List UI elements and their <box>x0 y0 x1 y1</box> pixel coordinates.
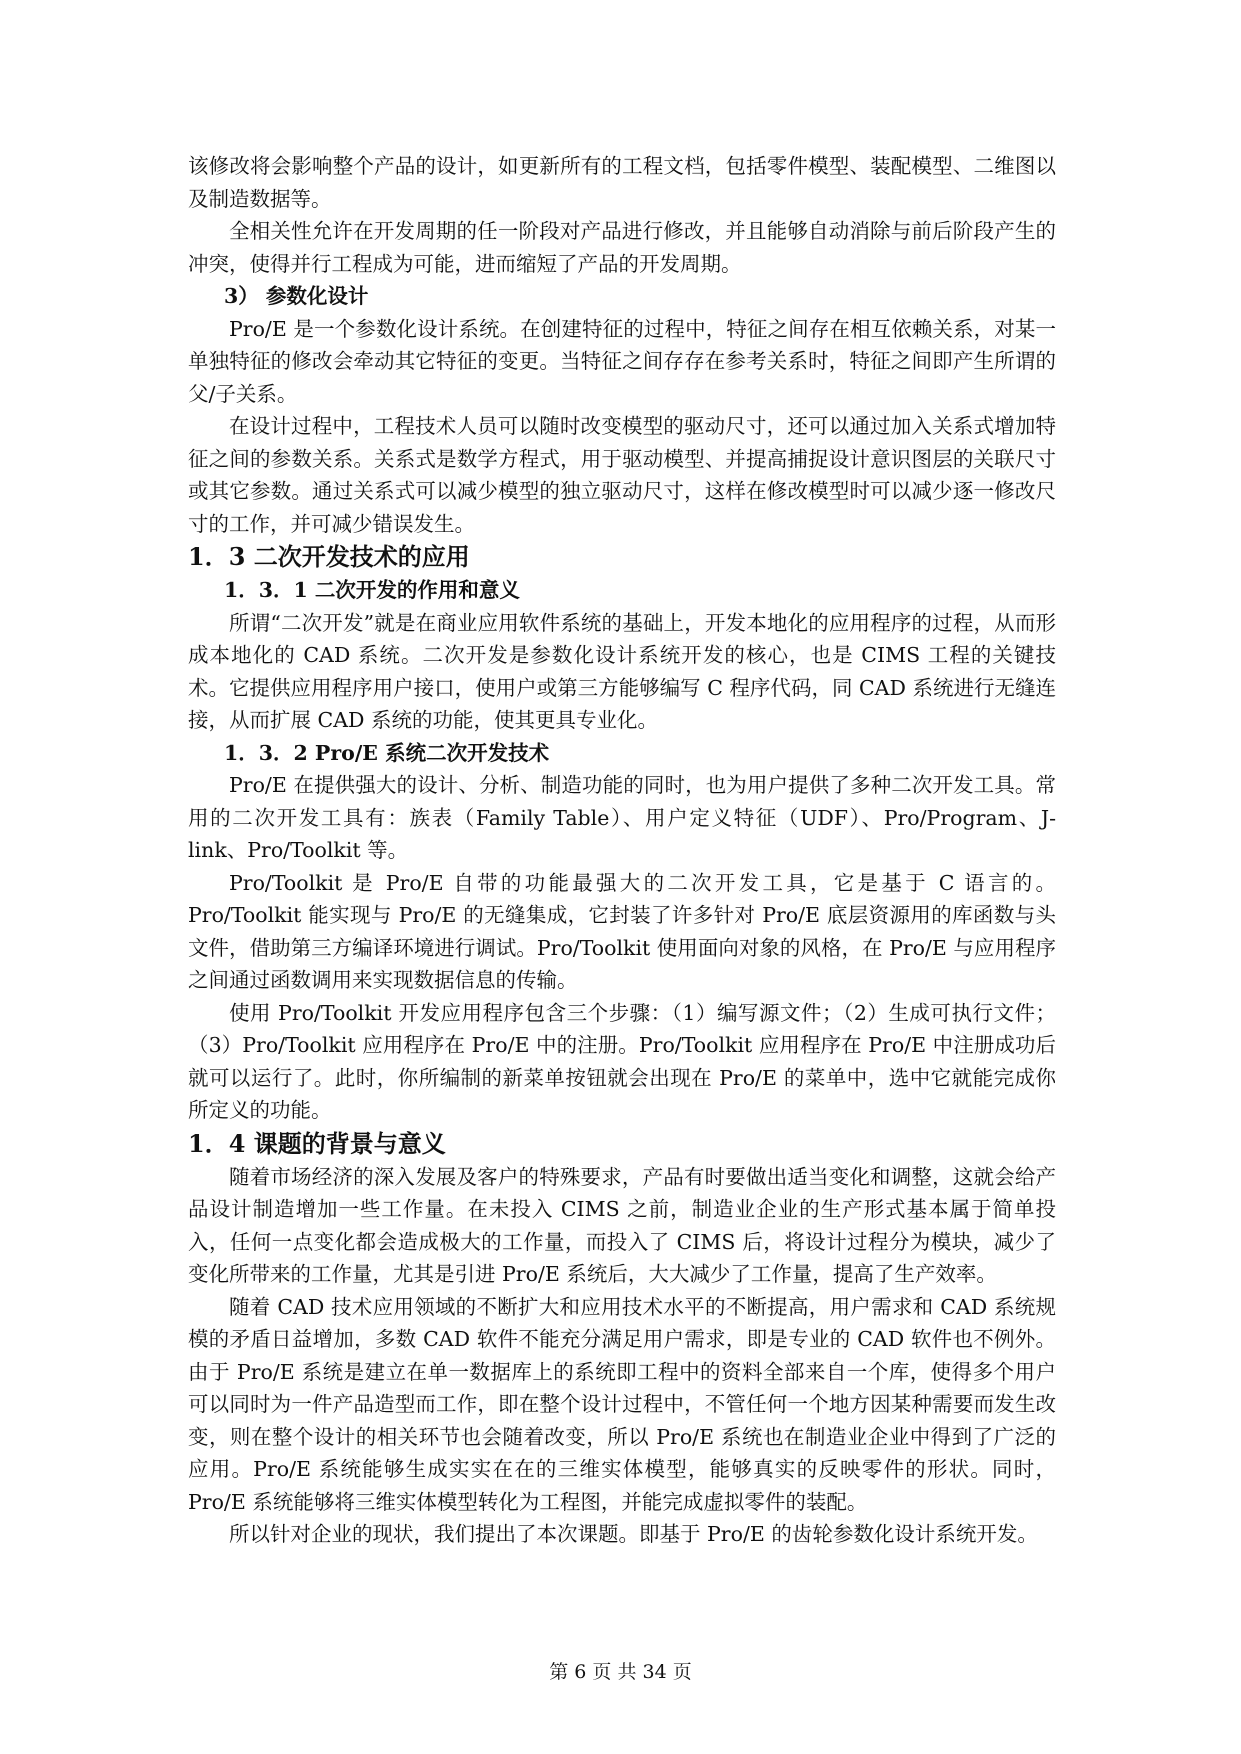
paragraph-secondary-dev-meaning: 所谓“二次开发”就是在商业应用软件系统的基础上，开发本地化的应用程序的过程，从而形成本地化的 CAD 系统。二次开发是参数化设计系统开发的核心，也是 CIMS 工程的关键技术。它提供应用程序用户接口，使用户或第三方能够编写 C 程序代码，同 CAD 系统进行无缝连接，从而扩展 CAD 系统的功能，使其更具专业化。 <box>188 610 1056 732</box>
paragraph-toolkit-steps: 使用 Pro/Toolkit 开发应用程序包含三个步骤：（1）编写源文件；（2）生成可执行文件；（3）Pro/Toolkit 应用程序在 Pro/E 中的注册。Pro/Toolkit 应用程序在 Pro/E 中注册成功后就可以运行了。此时，你所编制的新菜单按钮就会出现在 Pro/E 的菜单中，选中它就能完成你所定义的功能。 <box>188 1000 1056 1122</box>
paragraph-full-relevance: 全相关性允许在开发周期的任一阶段对产品进行修改，并且能够自动消除与前后阶段产生的冲突，使得并行工程成为可能，进而缩短了产品的开发周期。 <box>188 219 1056 276</box>
subsection-heading-1-3-2: 1．3．2 Pro/E 系统二次开发技术 <box>224 740 550 765</box>
subsection-heading-1-3-1: 1．3．1 二次开发的作用和意义 <box>224 578 520 602</box>
paragraph-cad-development: 随着 CAD 技术应用领域的不断扩大和应用技术水平的不断提高，用户需求和 CAD 系统规模的矛盾日益增加，多数 CAD 软件不能充分满足用户需求，即是专业的 CAD 软件也不例外。由于 Pro/E 系统是建立在单一数据库上的系统即工程中的资料全部来自一个库，使得多个用户可以同时为一件产品造型而工作，即在整个设计过程中，不管任何一个地方因某种需要而发生改变，则在整个设计的相关环节也会随着改变，所以 Pro/E 系统也在制造业企业中得到了广泛的应用。Pro/E 系统能够生成实实在在的三维实体模型，能够真实的反映零件的形状。同时，Pro/E 系统能够将三维实体模型转化为工程图，并能完成虚拟零件的装配。 <box>188 1294 1056 1514</box>
paragraph-toolkit: Pro/Toolkit 是 Pro/E 自带的功能最强大的二次开发工具，它是基于 C 语言的。Pro/Toolkit 能实现与 Pro/E 的无缝集成，它封装了许多针对 Pro/E 底层资源用的库函数与头文件，借助第三方编译环境进行调试。Pro/Toolkit 使用面向对象的风格，在 Pro/E 与应用程序之间通过函数调用来实现数据信息的传输。 <box>188 870 1056 992</box>
paragraph-background: 随着市场经济的深入发展及客户的特殊要求，产品有时要做出适当变化和调整，这就会给产品设计制造增加一些工作量。在未投入 CIMS 之前，制造业企业的生产形式基本属于简单投入，任何一点变化都会造成极大的工作量，而投入了 CIMS 后，将设计过程分为模块，减少了变化所带来的工作量，尤其是引进 Pro/E 系统后，大大减少了工作量，提高了生产效率。 <box>188 1164 1056 1286</box>
section-heading-1-4: 1．4 课题的背景与意义 <box>188 1128 446 1158</box>
section-heading-1-3: 1．3 二次开发技术的应用 <box>188 542 470 571</box>
paragraph-design-process: 在设计过程中，工程技术人员可以随时改变模型的驱动尺寸，还可以通过加入关系式增加特征之间的参数关系。关系式是数学方程式，用于驱动模型、并提高捕捉设计意识图层的关联尺寸或其它参数。通过关系式可以减少模型的独立驱动尺寸，这样在修改模型时可以减少逐一修改尺寸的工作，并可减少错误发生。 <box>188 414 1056 536</box>
page-body <box>188 150 1056 1551</box>
paragraph-dev-tools: Pro/E 在提供强大的设计、分析、制造功能的同时，也为用户提供了多种二次开发工具。常用的二次开发工具有：族表（Family Table）、用户定义特征（UDF）、Pro/Program、J-link、Pro/Toolkit 等。 <box>188 773 1056 862</box>
paragraph-proe-parametric: Pro/E 是一个参数化设计系统。在创建特征的过程中，特征之间存在相互依赖关系，对某一单独特征的修改会牵动其它特征的变更。当特征之间存存在参考关系时，特征之间即产生所谓的父/子关系。 <box>188 316 1056 406</box>
subheading-parametric-design: 3） 参数化设计 <box>224 284 369 308</box>
paragraph-continuation: 该修改将会影响整个产品的设计，如更新所有的工程文档，包括零件模型、装配模型、二维图以及制造数据等。 <box>188 154 1056 211</box>
paragraph-conclusion: 所以针对企业的现状，我们提出了本次课题。即基于 Pro/E 的齿轮参数化设计系统开发。 <box>229 1522 1038 1546</box>
page-number-footer: 第 6 页 共 34 页 <box>549 1661 692 1683</box>
